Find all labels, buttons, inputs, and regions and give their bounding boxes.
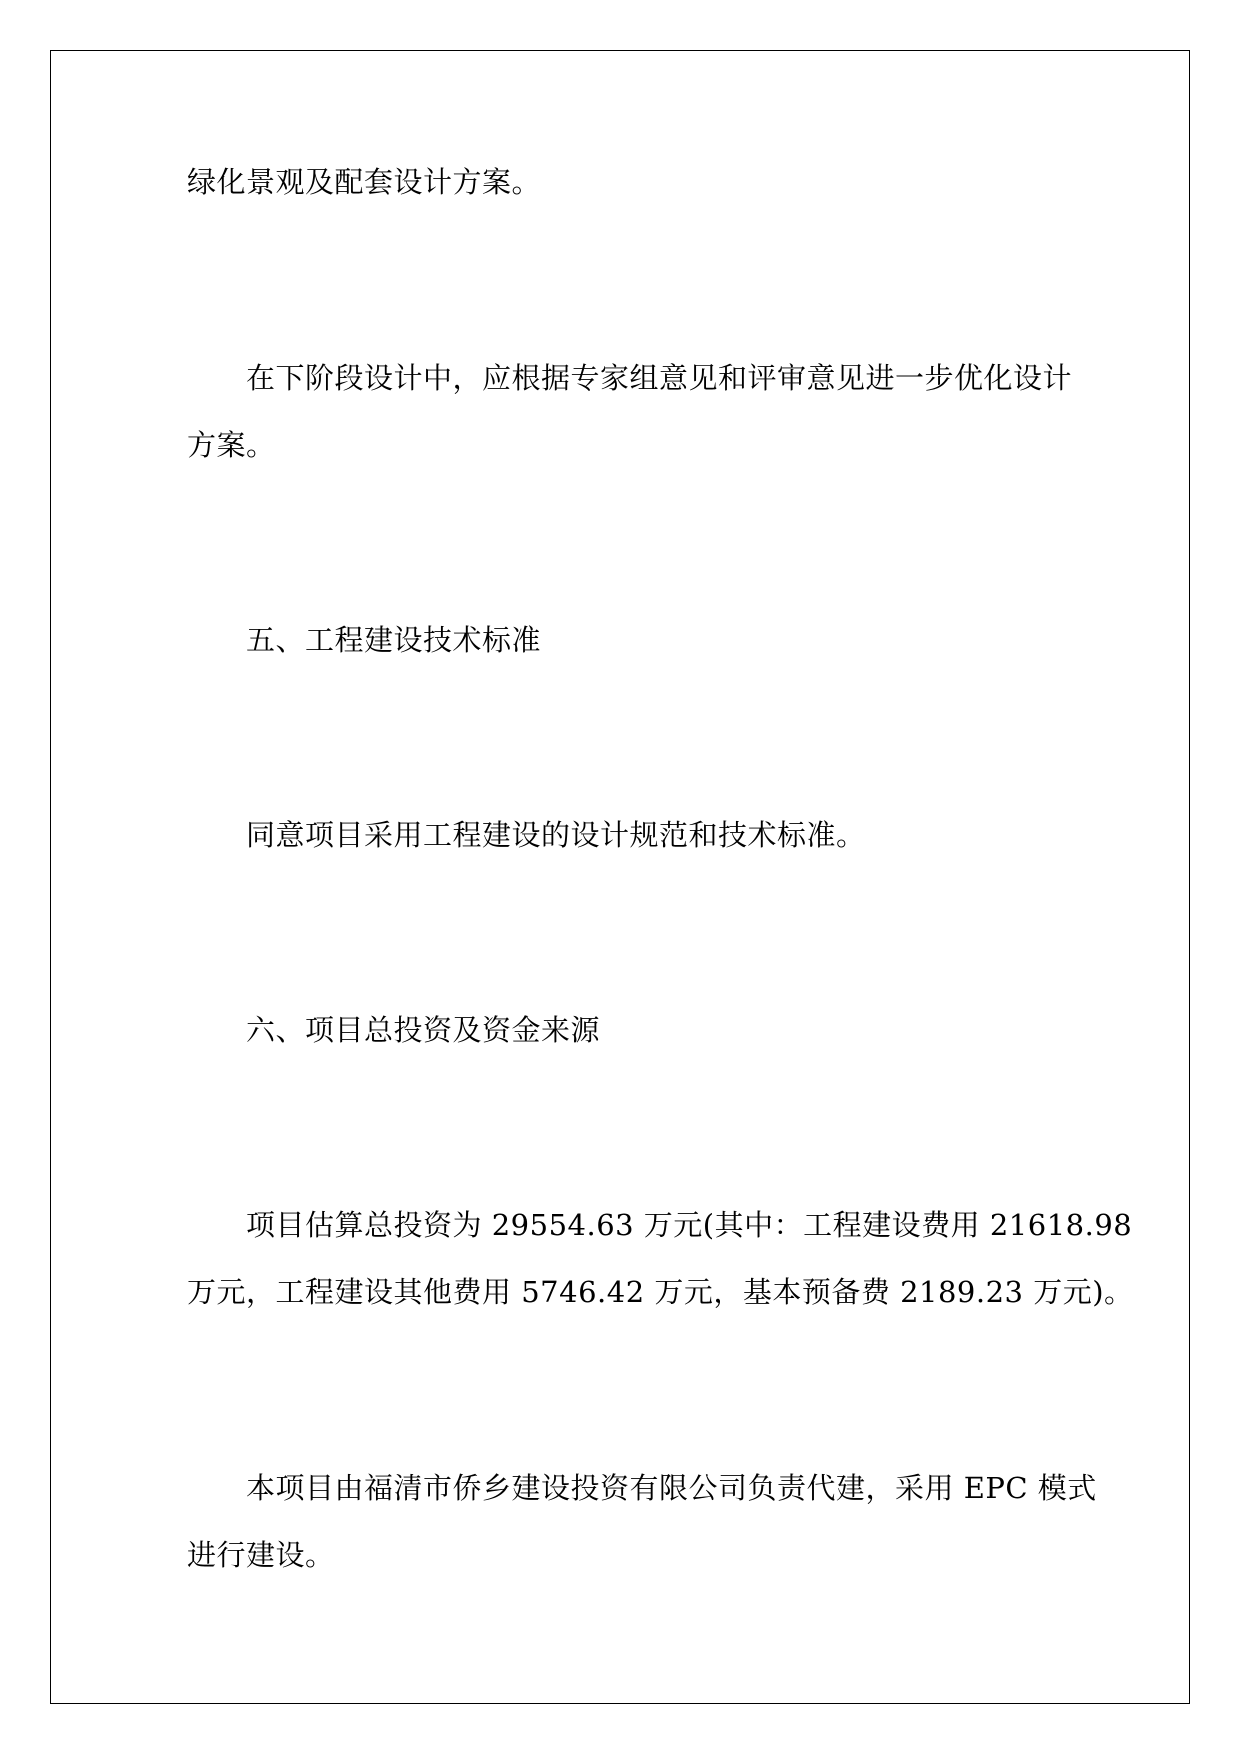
paragraph-line: 绿化景观及配套设计方案。: [187, 165, 542, 199]
paragraph-line: 进行建设。: [187, 1538, 335, 1572]
paragraph-line: 本项目由福清市侨乡建设投资有限公司负责代建，采用 EPC 模式: [246, 1471, 1097, 1505]
page-border: [50, 50, 1190, 1704]
paragraph-line: 万元，工程建设其他费用 5746.42 万元，基本预备费 2189.23 万元)。: [187, 1275, 1134, 1309]
paragraph-line: 方案。: [187, 428, 276, 462]
section-heading: 五、工程建设技术标准: [246, 623, 542, 657]
paragraph-line: 同意项目采用工程建设的设计规范和技术标准。: [246, 818, 866, 852]
section-heading: 六、项目总投资及资金来源: [246, 1013, 601, 1047]
paragraph-line: 项目估算总投资为 29554.63 万元(其中：工程建设费用 21618.98: [246, 1208, 1133, 1242]
paragraph-line: 在下阶段设计中，应根据专家组意见和评审意见进一步优化设计: [246, 361, 1073, 395]
